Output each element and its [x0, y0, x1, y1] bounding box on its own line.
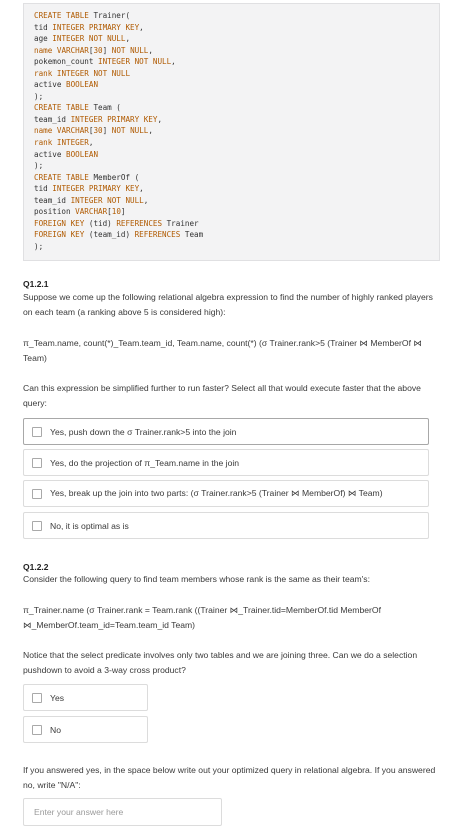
option-projection-in-join[interactable] — [23, 449, 429, 476]
option-label: Yes, push down the σ Trainer.rank>5 into the join — [50, 426, 237, 437]
relational-expression-q1-2-2: π_Trainer.name (σ Trainer.rank = Team.rank ((Trainer ⋈_Trainer.tid=MemberOf.tid MemberOf ⋈_MemberOf.team_id=Team.team_id Team) — [23, 605, 381, 631]
code-keyword: VARCHAR — [56, 45, 89, 55]
code-keyword: INTEGER NOT NULL — [70, 195, 144, 205]
code-text: , — [139, 184, 144, 194]
code-keyword: name — [34, 45, 53, 55]
code-line — [34, 102, 429, 114]
code-text: Trainer( — [88, 11, 131, 20]
code-text: Team ( — [88, 103, 121, 113]
option-label: No, it is optimal as is — [50, 520, 129, 531]
code-keyword: INTEGER — [56, 138, 89, 148]
code-line — [34, 33, 429, 45]
schema-code-block — [23, 3, 440, 261]
code-keyword: rank — [34, 138, 53, 148]
code-keyword: CREATE TABLE — [34, 103, 89, 113]
option-label: Yes, do the projection of π_Team.name in the join — [50, 457, 240, 468]
question-text-q1-2-2: Notice that the select predicate involves only two tables and we are joining three. Can we do a selection pushdown to avoid a 3-way cross product? — [23, 650, 418, 676]
checkbox-icon[interactable] — [32, 521, 42, 531]
code-text: ); — [34, 161, 44, 171]
code-text: Team — [180, 230, 204, 240]
checkbox-icon[interactable] — [32, 427, 42, 437]
code-text: team_id — [34, 195, 71, 205]
code-line — [34, 172, 429, 184]
code-keyword: FOREIGN KEY — [34, 230, 85, 240]
code-line — [34, 241, 429, 253]
code-keyword: REFERENCES — [116, 218, 163, 228]
option-label: Yes, break up the join into two parts: (σ Trainer.rank>5 (Trainer ⋈ MemberOf) ⋈ Team) — [50, 488, 383, 498]
code-line — [34, 160, 429, 172]
code-line — [34, 229, 429, 241]
code-keyword: INTEGER PRIMARY KEY — [70, 114, 158, 124]
question-text-q1-2-1: Can this expression be simplified further to run faster? Select all that would execute faster that the above query: — [23, 383, 421, 409]
code-keyword: INTEGER PRIMARY KEY — [52, 22, 140, 32]
option-optimal-as-is[interactable] — [23, 512, 429, 539]
code-text: ); — [34, 91, 44, 101]
question-prompt-q1-2-2: Consider the following query to find team members whose rank is the same as their team's: — [23, 574, 370, 584]
code-line — [34, 195, 429, 207]
code-text: , — [125, 34, 131, 44]
code-line — [34, 114, 429, 126]
code-line — [34, 10, 429, 22]
code-text: age — [34, 34, 53, 44]
checkbox-icon[interactable] — [32, 489, 42, 499]
code-keyword: 30 — [93, 45, 103, 55]
code-text: active — [34, 149, 67, 159]
code-text: team_id — [34, 114, 71, 124]
code-keyword: BOOLEAN — [66, 149, 99, 159]
code-text: [ — [107, 207, 112, 217]
code-text: , — [148, 126, 153, 136]
code-line — [34, 125, 429, 137]
code-line — [34, 91, 429, 103]
code-keyword: VARCHAR — [56, 126, 89, 136]
code-keyword: rank — [34, 68, 53, 78]
option-label: No — [50, 724, 61, 735]
code-text: , — [143, 195, 149, 205]
code-text: tid — [34, 22, 53, 32]
code-text: Trainer — [162, 218, 199, 228]
code-line — [34, 45, 429, 57]
code-keyword: INTEGER NOT NULL — [56, 68, 131, 78]
code-text: pokemon_count — [34, 57, 99, 67]
code-keyword: REFERENCES — [134, 230, 181, 240]
code-line — [34, 56, 429, 68]
code-line — [34, 218, 429, 230]
option-push-down-selection[interactable] — [23, 418, 429, 445]
code-text: ] — [120, 207, 126, 217]
code-text: tid — [34, 184, 53, 194]
code-text: active — [34, 80, 67, 90]
code-text: , — [157, 114, 163, 124]
answer-input[interactable] — [23, 798, 222, 826]
option-label: Yes — [50, 692, 65, 703]
code-keyword: INTEGER NOT NULL — [52, 34, 126, 44]
code-text: ] — [102, 45, 112, 55]
code-text: , — [88, 138, 94, 148]
code-line — [34, 183, 429, 195]
code-keyword: name — [34, 126, 53, 136]
question-title-q1-2-1: Q1.2.1 — [23, 279, 49, 289]
checkbox-icon[interactable] — [32, 458, 42, 468]
code-text: position — [34, 207, 76, 217]
code-text: (tid) — [84, 218, 117, 228]
code-text: [ — [88, 126, 94, 136]
code-keyword: 10 — [111, 207, 121, 217]
option-no[interactable] — [23, 716, 148, 743]
question-prompt-q1-2-1: Suppose we come up the following relational algebra expression to find the number of highly ranked players on each team (a ranking above 5 is considered high): — [23, 292, 433, 318]
code-line — [34, 137, 429, 149]
code-line — [34, 149, 429, 161]
code-text: , — [148, 45, 153, 55]
checkbox-icon[interactable] — [32, 693, 42, 703]
code-text: , — [139, 22, 144, 32]
code-keyword: NOT NULL — [111, 45, 149, 55]
code-text: ); — [34, 241, 44, 251]
code-text: [ — [88, 45, 94, 55]
code-text: (team_id) — [84, 230, 135, 240]
code-keyword: BOOLEAN — [66, 80, 99, 90]
code-line — [34, 206, 429, 218]
question-title-q1-2-2: Q1.2.2 — [23, 562, 49, 572]
code-line — [34, 79, 429, 91]
code-text: , — [171, 57, 176, 67]
code-keyword: FOREIGN KEY — [34, 218, 85, 228]
code-text: MemberOf ( — [88, 172, 140, 182]
code-line — [34, 22, 429, 34]
option-break-up-join[interactable] — [23, 480, 429, 507]
code-keyword: CREATE TABLE — [34, 11, 89, 20]
code-keyword: CREATE TABLE — [34, 172, 89, 182]
code-text: ] — [102, 126, 112, 136]
code-keyword: INTEGER PRIMARY KEY — [52, 184, 140, 194]
followup-instruction: If you answered yes, in the space below write out your optimized query in relational algebra. If you answered no, write "N/A": — [23, 765, 436, 791]
code-keyword: INTEGER NOT NULL — [98, 57, 172, 67]
code-line — [34, 68, 429, 80]
code-keyword: NOT NULL — [111, 126, 149, 136]
code-keyword: 30 — [93, 126, 103, 136]
relational-expression-q1-2-1: π_Team.name, count(*)_Team.team_id, Team.name, count(*) (σ Trainer.rank>5 (Trainer ⋈ MemberOf ⋈ Team) — [23, 338, 422, 364]
code-keyword: VARCHAR — [75, 207, 108, 217]
checkbox-icon[interactable] — [32, 725, 42, 735]
option-yes[interactable] — [23, 684, 148, 711]
